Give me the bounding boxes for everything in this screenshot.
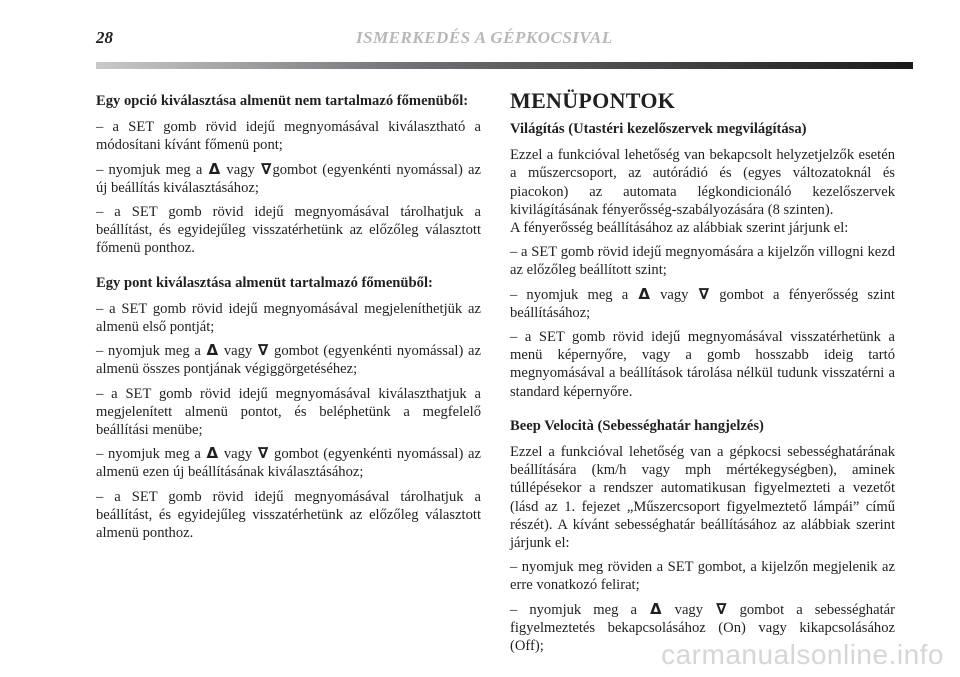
- text: – nyomjuk meg a: [510, 286, 629, 303]
- left-paragraph-7: [96, 445, 481, 481]
- running-title: ISMERKEDÉS A GÉPKOCSIVAL: [356, 28, 613, 47]
- right-paragraph-1: [510, 146, 895, 237]
- left-paragraph-4: – a SET gomb rövid idejű megnyomásával megjeleníthetjük az almenü első pontját;: [96, 300, 481, 336]
- left-paragraph-8: – a SET gomb rövid idejű megnyomásával tárolhatjuk a beállítást, és egyidejűleg visszatérhetünk az előzőleg választott almenü ponthoz.: [96, 488, 481, 542]
- down-arrow-icon: ∇: [716, 599, 727, 618]
- right-paragraph-4: – a SET gomb rövid idejű megnyomásával visszatérhetünk a menü képernyőre, vagy a gomb hosszabb ideig tartó megnyomásával a beállítások tárolása nélkül tudunk visszatérni a standard képernyőre.: [510, 329, 895, 400]
- text: gombot (egyenkénti nyomással) az almenü ezen új beállításának kiválasztásához;: [96, 446, 481, 481]
- text: vagy: [223, 343, 253, 360]
- page-number: 28: [96, 28, 113, 47]
- right-paragraph-3: [510, 286, 895, 322]
- text: gombot a sebességhatár figyelmeztetés bekapcsolásához (On) vagy kikapcsolásához (Off);: [510, 601, 895, 655]
- text: vagy: [226, 161, 255, 178]
- down-arrow-icon: ∇: [257, 341, 269, 360]
- right-heading-1: Világítás (Utastéri kezelőszervek megvilágítása): [510, 121, 807, 137]
- left-heading-2: Egy pont kiválasztása almenüt tartalmazó főmenüből:: [96, 274, 433, 291]
- up-arrow-icon: Δ: [208, 159, 221, 178]
- text: gombot (egyenkénti nyomással) az almenü összes pontjának végiggörgetéséhez;: [96, 343, 481, 378]
- left-heading-1: Egy opció kiválasztása almenüt nem tartalmazó főmenüből:: [96, 93, 469, 109]
- down-arrow-icon: ∇: [261, 159, 272, 178]
- right-heading-2: Beep Velocità (Sebességhatár hangjelzés): [510, 417, 764, 434]
- right-paragraph-2: – a SET gomb rövid idejű megnyomására a kijelzőn villogni kezd az előzőleg beállított szint;: [510, 244, 895, 279]
- up-arrow-icon: Δ: [649, 599, 662, 618]
- left-paragraph-6: – a SET gomb rövid idejű megnyomásával kiválaszthatjuk a megjelenített almenü pontot, és beléphetünk a megfelelő beállítási menübe;: [96, 385, 481, 439]
- text: A fényerősség beállításához az alábbiak szerint járjunk el:: [510, 220, 849, 237]
- text: vagy: [660, 286, 689, 303]
- down-arrow-icon: ∇: [698, 284, 710, 303]
- text: gombot a fényerősség szint beállításához;: [510, 286, 895, 321]
- left-paragraph-1: – a SET gomb rövid idejű megnyomásával kiválasztható a módosítani kívánt főmenü pont;: [96, 119, 481, 154]
- text: – nyomjuk meg a: [510, 601, 637, 618]
- left-column: [96, 92, 481, 548]
- up-arrow-icon: Δ: [206, 341, 219, 360]
- header-rule: [96, 62, 913, 69]
- text: vagy: [674, 601, 704, 618]
- text: vagy: [223, 446, 253, 463]
- right-column: [510, 88, 895, 661]
- right-paragraph-6: – nyomjuk meg röviden a SET gombot, a kijelzőn megjelenik az erre vonatkozó felirat;: [510, 559, 895, 594]
- watermark: carmanualsonline.info: [661, 639, 944, 670]
- up-arrow-icon: Δ: [206, 444, 219, 463]
- section-title: MENÜPONTOK: [510, 88, 676, 113]
- text: – nyomjuk meg a: [96, 446, 201, 463]
- left-paragraph-2: [96, 161, 481, 197]
- left-paragraph-5: [96, 342, 481, 378]
- text: gombot (egyenkénti nyomással) az új beállítás kiválasztásához;: [96, 161, 481, 196]
- down-arrow-icon: ∇: [257, 444, 269, 463]
- up-arrow-icon: Δ: [638, 284, 650, 303]
- left-paragraph-3: – a SET gomb rövid idejű megnyomásával tárolhatjuk a beállítást, és egyidejűleg visszatérhetünk az előzőleg választott főmenü ponthoz.: [96, 204, 481, 257]
- text: – nyomjuk meg a: [96, 343, 201, 360]
- text: Ezzel a funkcióval lehetőség van bekapcsolt helyzetjelzők esetén a műszercsoport, az autórádió és (egyes változatoknál és piacokon) az automata légkondicionáló kezelőszervek kivilágításának fényerősség-szabályozására (8 szinten).: [510, 147, 895, 218]
- right-paragraph-5: Ezzel a funkcióval lehetőség van a gépkocsi sebességhatárának beállítására (km/h vagy mph mértékegységben), aminek túllépésekor a rendszer automatikusan figyelmezteti a vezetőt (lásd az 1. fejezet „Műszercsoport figyelmeztető lámpái” című részét). A kívánt sebességhatár beállításához az alábbiak szerint járjunk el:: [510, 444, 895, 552]
- text: – nyomjuk meg a: [96, 161, 203, 178]
